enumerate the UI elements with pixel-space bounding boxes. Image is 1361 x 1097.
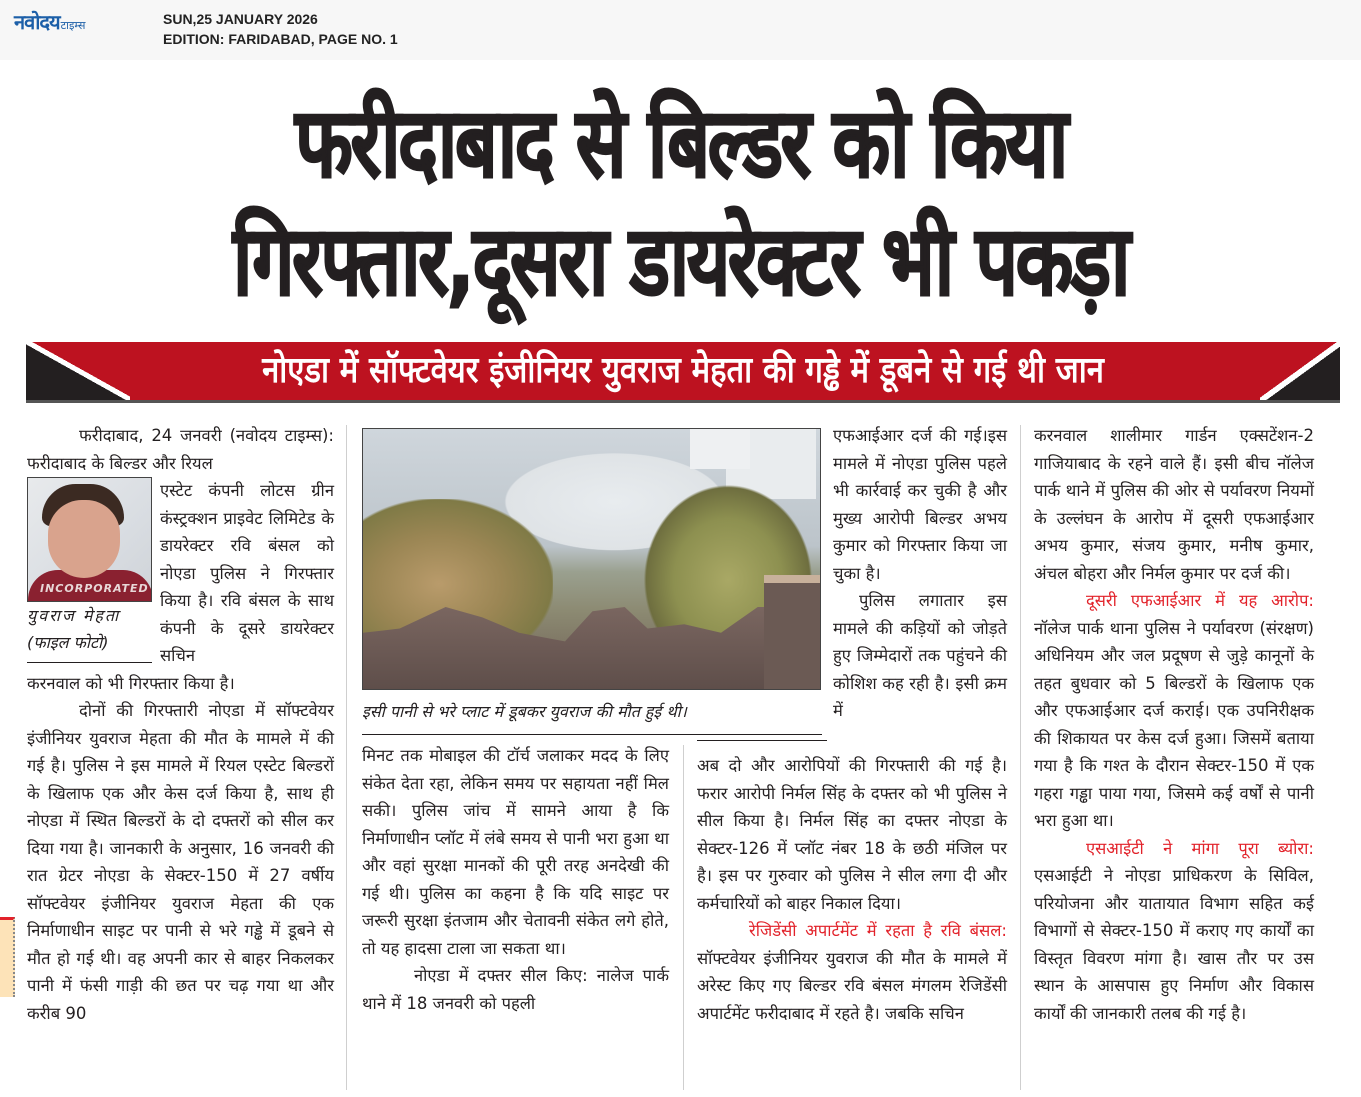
- article-column-3-bottom: [697, 752, 1007, 1027]
- logo-main-text: नवोदय: [14, 10, 60, 34]
- paragraph-2: दोनों की गिरफ्तारी नोएडा में सॉफ्टवेयर इंजीनियर युवराज मेहता की मौत के मामले में की गई है। पुलिस ने इस मामले में रियल एस्टेट बिल्डरों के खिलाफ एक और केस दर्ज किया है, साथ ही नोएडा में स्थित बिल्डरों के दो दफ्तरों को सील कर दिया गया है। जानकारी के अनुसार, 16 जनवरी की रात ग्रेटर नोएडा के सेक्टर-150 में 27 वर्षीय सॉफ्टवेयर इंजीनियर युवराज मेहता की एक निर्माणाधीन साइट पर पानी से भरे गड्ढे में डूबने से मौत हो गई थी। वह अपनी कार से बाहर निकलकर पानी में फंसी गाड़ी की छत पर चढ़ गया था और करीब 90: [27, 701, 334, 1023]
- col4-paragraph-2-text: नॉलेज पार्क थाना पुलिस ने पर्यावरण (संरक्षण) अधिनियम और जल प्रदूषण से जुड़े कानूनों के तहत बुधवार को 5 बिल्डरों के खिलाफ एक और एफआईआर दर्ज कराई। एक उपनिरीक्षक की शिकायत पर केस दर्ज हुआ। जिसमें बताया गया है कि गश्त के दौरान सेक्टर-150 में एक गहरा गड्ढा पाया गया, जिसमे कई वर्षों से पानी भरा हुआ था।: [1034, 618, 1314, 830]
- col2-paragraph-1: मिनट तक मोबाइल की टॉर्च जलाकर मदद के लिए संकेत देता रहा, लेकिन समय पर सहायता नहीं मिल सकी। पुलिस जांच में सामने आया है कि निर्माणाधीन प्लॉट में लंबे समय से पानी भरा हुआ था और वहां सुरक्षा मानकों की पूरी तरह अनदेखी की गई थी। पुलिस का कहना है कि यदि साइट पर जरूरी सुरक्षा इंतजाम और चेतावनी संकेत लगे होते, तो यह हादसा टाला जा सकता था।: [362, 746, 669, 958]
- flooded-plot-photo[interactable]: [362, 428, 821, 690]
- newspaper-logo[interactable]: [14, 8, 85, 35]
- main-headline: [0, 84, 1361, 320]
- col2-paragraph-2: [362, 962, 669, 1017]
- column-divider-3: [1020, 425, 1021, 1090]
- col4-subhead-2: एसआईटी ने मांगा पूरा ब्योरा:: [1086, 838, 1314, 858]
- article-column-1: [27, 422, 334, 1027]
- strap-text: नोएडा में सॉफ्टवेयर इंजीनियर युवराज मेहता की गड्ढे में डूबने से गई थी जान: [262, 350, 1104, 391]
- col3-paragraph-1: एफआईआर दर्ज की गई।इस मामले में नोएडा पुलिस पहले भी कार्रवाई कर चुकी है और मुख्य आरोपी बिल्डर अभय कुमार को गिरफ्तार किया जा चुका है।: [833, 426, 1007, 583]
- col2-subhead: नोएडा में दफ्तर सील किए:: [414, 966, 588, 985]
- portrait-caption: [27, 602, 152, 656]
- logo-sub-text: टाइम्स: [60, 19, 86, 32]
- strap-underline: [26, 400, 1340, 403]
- col4-paragraph-3-text: एसआईटी ने नोएडा प्राधिकरण के सिविल, परियोजना और यातायात विभाग सहित कई विभागों से सेक्टर-150 में कराए गए कार्यों का विस्तृत विवरण मांगा है। खास तौर पर उस स्थान के आसपास हुए निर्माण और विकास कार्यों की जानकारी तलब की गई है।: [1034, 866, 1314, 1023]
- article-column-2: [362, 742, 669, 1017]
- article-column-3-top: [833, 422, 1007, 725]
- col4-paragraph-2: [1034, 587, 1314, 835]
- col3-paragraph-2: पुलिस लगातार इस मामले की कड़ियों को जोड़ते हुए जिम्मेदारों तक पहुंचने की कोशिश कह रही है। इसी क्रम में: [833, 591, 1007, 720]
- portrait-photo[interactable]: [27, 477, 152, 602]
- page-edge-marker: [0, 917, 15, 997]
- article-column-4: [1034, 422, 1314, 1027]
- col4-paragraph-1: करनवाल शालीमार गार्डन एक्सटेंशन-2 गाजियाबाद के रहने वाले हैं। इसी बीच नॉलेज पार्क थाने में पुलिस की ओर से पर्यावरण नियमों के उल्लंघन के आरोप में दूसरी एफआईआर अभय कुमार, संजय कुमार, मनीष कुमार, अंचल बोहरा और निर्मल कुमार पर दर्ज की।: [1034, 426, 1314, 583]
- dateline: [163, 9, 398, 49]
- photo-face: [48, 500, 120, 578]
- intro-paragraph-end: करनवाल को भी गिरफ्तार किया है।: [27, 673, 235, 693]
- portrait-caption-note: (फाइल फोटो): [27, 633, 109, 652]
- column-divider-2: [683, 745, 684, 1090]
- publication-date: SUN,25 JANUARY 2026: [163, 11, 318, 27]
- photo-shirt-text: INCORPORATED: [40, 582, 149, 595]
- col4-paragraph-3: [1034, 835, 1314, 1028]
- headline-line-2: गिरफ्तार,दूसरा डायरेक्टर भी पकड़ा: [232, 205, 1129, 317]
- strap-right-triangle: [1260, 342, 1340, 400]
- column-3-divider: [697, 740, 827, 741]
- subheading-strap: [26, 340, 1340, 402]
- photo-caption-divider: [362, 734, 822, 735]
- portrait-caption-name: युवराज मेहता: [27, 606, 121, 625]
- caption-divider: [27, 662, 152, 663]
- edition-info: EDITION: FARIDABAD, PAGE NO. 1: [163, 31, 398, 47]
- photo-broken-wall: [363, 607, 821, 690]
- photo-building-2: [690, 429, 750, 469]
- col3-paragraph-2-cont: अब दो और आरोपियों की गिरफ्तारी की गई है। फरार आरोपी निर्मल सिंह के दफ्तर को भी पुलिस ने सील किया है। निर्मल सिंह का दफ्तर नोएडा के सेक्टर-126 में प्लॉट नंबर 18 के छठी मंजिल पर है। इस पर गुरुवार को पुलिस ने सील लगा दी और कर्मचारियों को बाहर निकाल दिया।: [697, 756, 1007, 913]
- col3-paragraph-3-text: सॉफ्टवेयर इंजीनियर युवराज की मौत के मामले में अरेस्ट किए गए बिल्डर रवि बंसल मंगलम रेजिडेंसी अपार्टमेंट फरीदाबाद में रहते है। जबकि सचिन: [697, 948, 1007, 1023]
- col3-subhead: रेजिडेंसी अपार्टमेंट में रहता है रवि बंसल:: [749, 921, 1007, 940]
- intro-paragraph-top: फरीदाबाद, 24 जनवरी (नवोदय टाइम्स): फरीदाबाद के बिल्डर और रियल: [27, 426, 334, 473]
- masthead-bar: [0, 0, 1361, 60]
- col2-paragraph-2-text: नालेज पार्क थाने में 18 जनवरी को पहली: [362, 966, 669, 1013]
- col4-subhead-1: दूसरी एफआईआर में यह आरोप:: [1086, 591, 1314, 610]
- intro-paragraph-wrap: एस्टेट कंपनी लोटस ग्रीन कंस्ट्रक्शन प्राइवेट लिमिटेड के डायरेक्टर रवि बंसल को नोएडा पुलिस ने गिरफ्तार किया है। रवि बंसल के साथ कंपनी के दूसरे डायरेक्टर सचिन: [160, 481, 334, 665]
- strap-left-triangle: [26, 342, 130, 400]
- photo-pillar: [764, 575, 820, 690]
- portrait-photo-block: [27, 477, 152, 663]
- col3-paragraph-3: [697, 917, 1007, 1027]
- headline-line-1: फरीदाबाद से बिल्डर को किया: [295, 87, 1066, 199]
- column-divider-1: [346, 425, 347, 1090]
- photo-caption: इसी पानी से भरे प्लाट में डूबकर युवराज की मौत हुई थी।: [362, 702, 687, 721]
